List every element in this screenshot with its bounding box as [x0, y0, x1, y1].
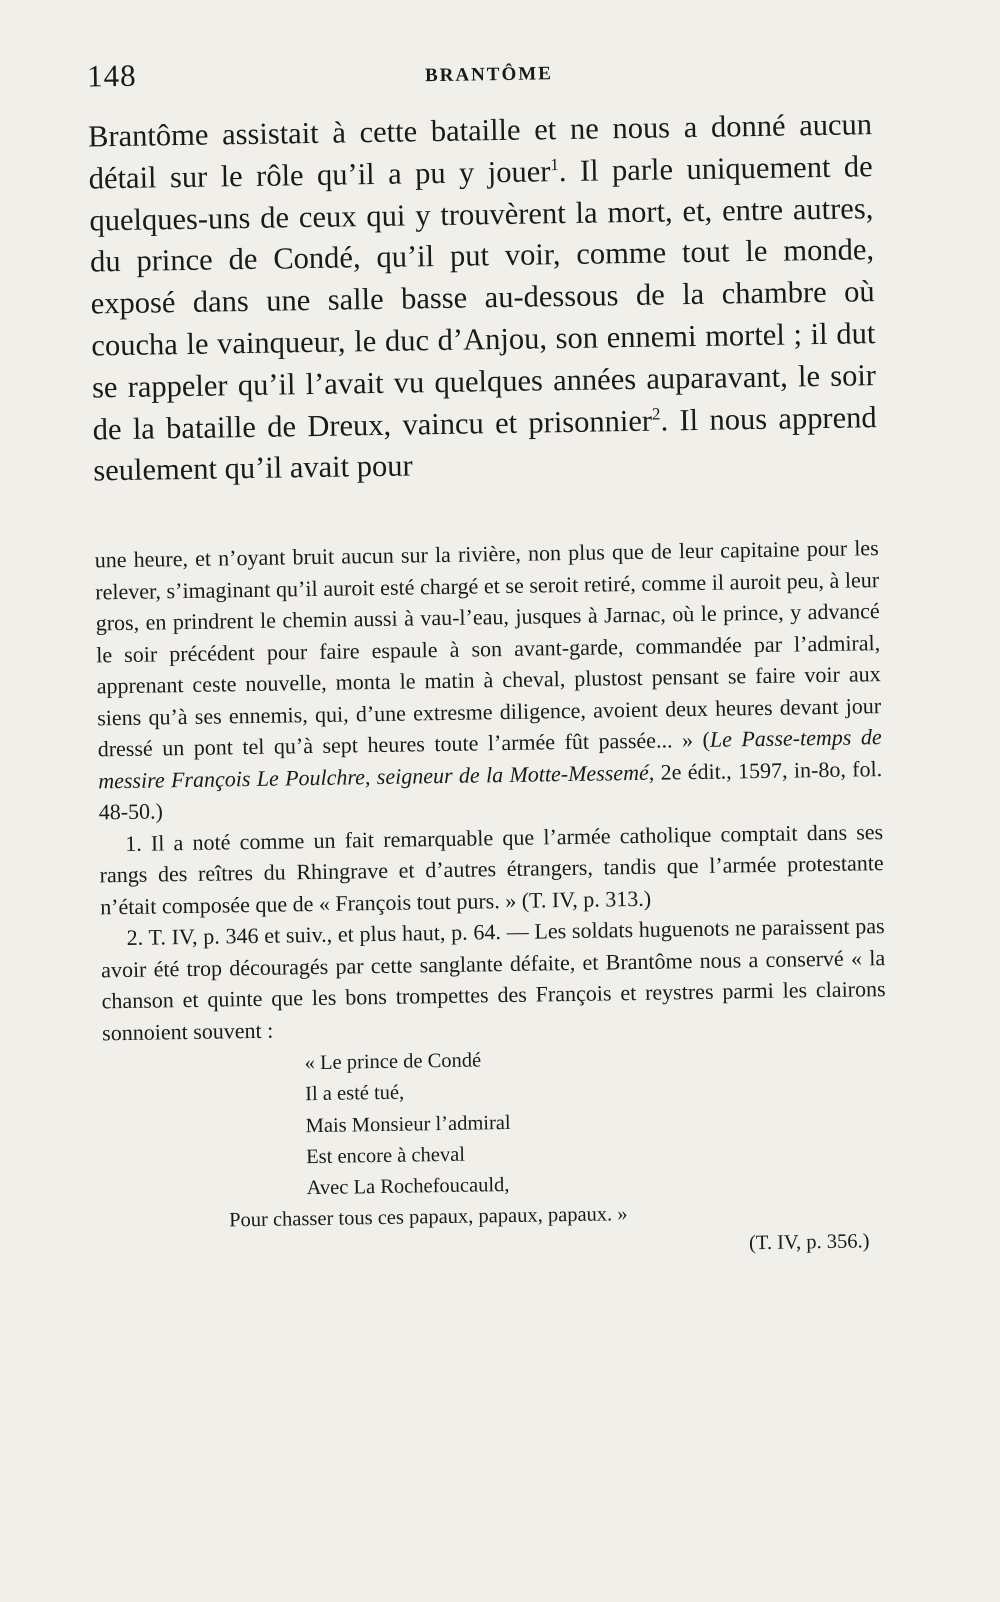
verse-line: Pour chasser tous ces papaux, papaux, papaux. »	[228, 1203, 628, 1232]
footnotes	[95, 532, 890, 1268]
verse-line: « Le prince de Condé	[304, 1049, 482, 1075]
main-paragraph	[88, 104, 878, 492]
footnote-1: 1. Il a noté comme un fait remarquable que l’armée catholique comptait dans ses rangs des reîtres du Rhingrave et d’autres étrangers, tandis que l’armée protestante n’était composée que de « François tout purs. » (T. IV, p. 313.)	[99, 818, 884, 920]
citation-title: Le Passe-temps de messire François Le Poulchre, seigneur de la Motte-Messemé,	[98, 724, 882, 794]
page-number: 148	[86, 57, 137, 94]
verse-line: Mais Monsieur l’admiral	[305, 1111, 511, 1137]
verse-line: Il a esté tué,	[304, 1082, 405, 1106]
body-text-part-1: Brantôme assistait à cette bataille et ne nous a donné aucun détail sur le rôle qu’il a pu y jouer	[87, 107, 873, 196]
citation-rest: 2e édit., 1597, in-8o, fol. 48-50.)	[98, 755, 883, 825]
continued-quote-text: une heure, et n’oyant bruit aucun sur la rivière, non plus que de leur capitaine pour les relever, s’imaginant qu’il auroit esté chargé et se seroit retiré, comme il auroit peu, à leur gros, en prindrent le chemin aussi à vau-l’eau, jusques à Jarnac, où le prince, y advancé le soir précédent pour faire espaule à son avant-garde, commandée par l’admiral, apprenant ceste nouvelle, monta le matin à cheval, plustost pensant se faire voir aux siens qu’à ses ennemis, qui, d’une extresme diligence, avoient deux heures devant jour dressé un pont tel qu’à sept heures toute l’armée fût passée... »	[94, 535, 882, 762]
footnote-2: 2. T. IV, p. 346 et suiv., et plus haut, p. 64. — Les soldats huguenots ne paraissent pas avoir été trop découragés par cette sanglante défaite, et Brantôme nous a conservé « la chanson et quinte que les bons trompettes des François et reystres parmi les clairons sonnoient souvent :	[100, 913, 886, 1046]
citation-open: (	[692, 726, 711, 753]
page-header	[87, 46, 872, 102]
body-text-part-3: . Il nous apprend seulement qu’il avait pour	[93, 399, 877, 488]
verse-line: Est encore à cheval	[305, 1143, 466, 1168]
footnote-ref-1: 1	[550, 154, 559, 174]
footnote-ref-2: 2	[651, 403, 661, 424]
running-head: BRANTÔME	[424, 63, 554, 87]
song-verse	[228, 1039, 889, 1235]
verse-line: Avec La Rochefoucauld,	[306, 1173, 510, 1200]
verse-source: (T. IV, p. 356.)	[748, 1230, 870, 1255]
footnote-continued-quote	[95, 532, 883, 828]
body-text-part-2: . Il parle uniquement de quelques-uns de ceux qui y trouvèrent la mort, et, entre autres, du prince de Condé, qu’il put voir, comme tout le monde, exposé dans une salle basse au-dessous de la chambre où coucha le vainqueur, le duc d’Anjou, son ennemi mortel ; il dut se rappeler qu’il l’avait vu quelques années auparavant, le soir de la bataille de Dreux, vaincu et prisonnier	[89, 148, 877, 447]
